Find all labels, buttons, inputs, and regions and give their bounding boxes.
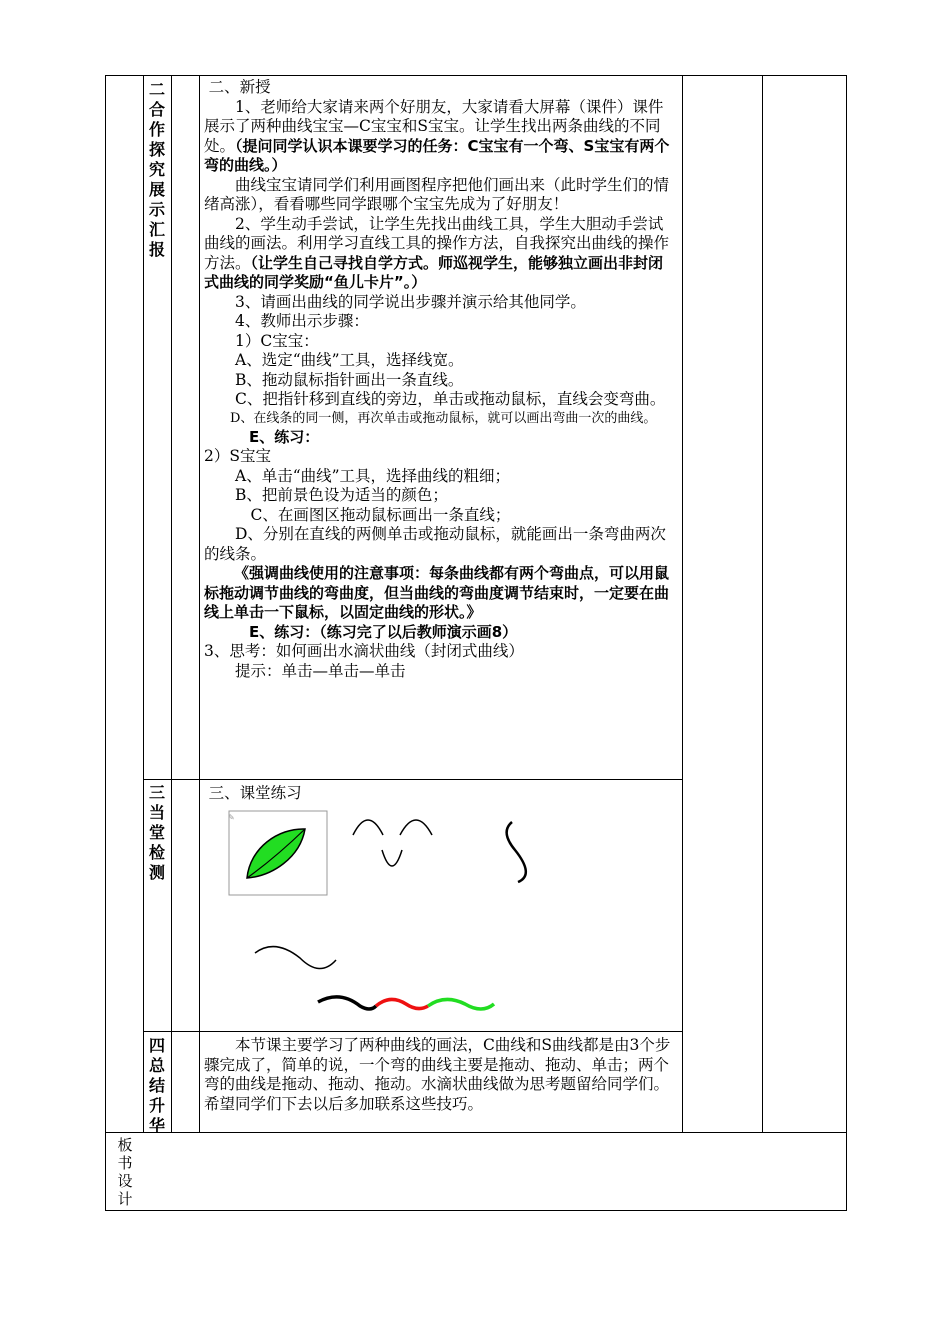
s-baby: 2）S宝宝: [204, 447, 271, 465]
s-step-c: C、在画图区拖动鼠标画出一条直线；: [250, 505, 511, 524]
hint: 提示：单击—单击—单击: [235, 661, 406, 680]
svg-text:✎: ✎: [228, 813, 235, 822]
leaf-picture: [228, 811, 327, 895]
step-b: B、拖动鼠标指针画出一条直线。: [235, 370, 464, 389]
practice-drawings: [200, 800, 680, 1030]
para-5: 4、教师出示步骤：: [235, 312, 369, 330]
colored-wave: [318, 997, 494, 1009]
para-2: 曲线宝宝请同学们利用画图程序把他们画出来（此时学生们的情绪高涨），看看哪些同学跟哪个宝宝先成为了好朋友！: [204, 175, 670, 213]
step-d: D、在线条的同一侧，再次单击或拖动鼠标，就可以画出弯曲一次的曲线。: [230, 410, 657, 426]
section-two-content: [204, 78, 674, 681]
section-four-label: 四 总 结 升 华: [148, 1036, 165, 1135]
board-design-label: 板 书 设 计: [117, 1136, 133, 1208]
s-step-a: A、单击“曲线”工具，选择曲线的粗细；: [235, 466, 511, 485]
step-e: E、练习：: [249, 427, 320, 446]
para-4: 3、请画出曲线的同学说出步骤并演示给其他同学。: [235, 292, 586, 311]
s-curve: [507, 822, 526, 882]
s-step-d: D、分别在直线的两侧单击或拖动鼠标，就能画出一条弯曲两次的线条。: [204, 525, 666, 563]
section-three-title: 三、课堂练习: [208, 784, 302, 802]
c-curves: [353, 820, 432, 866]
para-3: 2、学生动手尝试，让学生先找出曲线工具，学生大胆动手尝试曲线的画法。利用学习直线工具的操作方法，自我探究出曲线的操作方法。（让学生自己寻找自学方式。师巡视学生，能够独立画出非封闭式曲线的同学奖励“鱼儿卡片”。）: [204, 214, 670, 291]
para-1: 1、老师给大家请来两个好朋友，大家请看大屏幕（课件）课件展示了两种曲线宝宝—C宝宝和S宝宝。让学生找出两条曲线的不同处。（提问同学认识本课要学习的任务：C宝宝有一个弯、S宝宝有两个弯的曲线。）: [204, 97, 670, 174]
section-two-label: 二 合 作 探 究 展 示 汇 报: [148, 80, 165, 259]
think: 3、思考：如何画出水滴状曲线（封闭式曲线）: [204, 642, 524, 660]
step-c: C、把指针移到直线的旁边，单击或拖动鼠标，直线会变弯曲。: [235, 390, 666, 408]
step-a: A、选定“曲线”工具，选择线宽。: [235, 351, 464, 369]
wave-line: [255, 947, 336, 969]
para-6: 1）C宝宝：: [235, 331, 319, 350]
heading-new-lesson: 二、新授: [208, 78, 271, 96]
section-three-label: 三 当 堂 检 测: [148, 783, 165, 882]
summary-text: 本节课主要学习了两种曲线的画法，C曲线和S曲线都是由3个步骤完成了，简单的说，一个弯的曲线主要是拖动、拖动、单击；两个弯的曲线是拖动、拖动、拖动。水滴状曲线做为思考题留给同学们。希望同学们下去以后多加联系这些技巧。: [204, 1036, 671, 1113]
section-four-summary: [204, 1036, 674, 1114]
notice: 《强调曲线使用的注意事项：每条曲线都有两个弯曲点，可以用鼠标拖动调节曲线的弯曲度，但当曲线的弯曲度调节结束时，一定要在曲线上单击一下鼠标，以固定曲线的形状。》: [204, 564, 670, 621]
s-step-e: E、练习：（练习完了以后教师演示画8）: [249, 622, 518, 641]
s-step-b: B、把前景色设为适当的颜色；: [235, 486, 448, 504]
